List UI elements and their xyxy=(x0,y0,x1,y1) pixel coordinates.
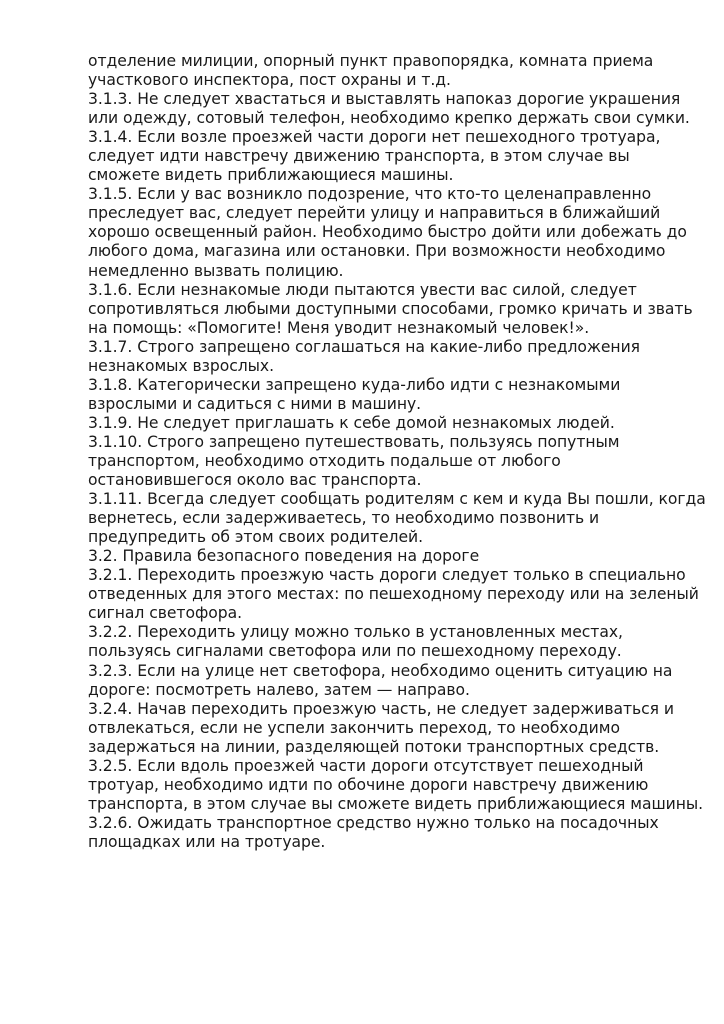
paragraph-3-2-1: 3.2.1. Переходить проезжую часть дороги следует только в специально отведенных для этого местах: по пешеходному переходу или на зеленый сигнал светофора. xyxy=(88,566,699,623)
paragraph-continuation: отделение милиции, опорный пункт правопорядка, комната приема участкового инспектора, пост охраны и т.д. xyxy=(88,52,654,90)
paragraph-3-2-5: 3.2.5. Если вдоль проезжей части дороги отсутствует пешеходный тротуар, необходимо идти по обочине дороги навстречу движению транспорта, в этом случае вы сможете видеть приближающиеся машины. xyxy=(88,756,704,813)
paragraph-3-1-6: 3.1.6. Если незнакомые люди пытаются увести вас силой, следует сопротивляться любыми доступными способами, громко кричать и звать на помощь: «Помогите! Меня уводит незнакомый человек!». xyxy=(88,280,693,337)
section-heading-3-2: 3.2. Правила безопасного поведения на дороге xyxy=(88,547,480,566)
paragraph-3-1-8: 3.1.8. Категорически запрещено куда-либо идти с незнакомыми взрослыми и садиться с ними в машину. xyxy=(88,375,621,413)
paragraph-3-2-2: 3.2.2. Переходить улицу можно только в установленных местах, пользуясь сигналами светофора или по пешеходному переходу. xyxy=(88,623,623,661)
paragraph-3-2-3: 3.2.3. Если на улице нет светофора, необходимо оценить ситуацию на дороге: посмотреть налево, затем — направо. xyxy=(88,661,673,699)
paragraph-3-1-4: 3.1.4. Если возле проезжей части дороги нет пешеходного тротуара, следует идти навстречу движению транспорта, в этом случае вы сможете видеть приближающиеся машины. xyxy=(88,128,661,185)
document-page xyxy=(88,52,706,852)
paragraph-3-1-9: 3.1.9. Не следует приглашать к себе домой незнакомых людей. xyxy=(88,413,615,432)
paragraph-3-1-11: 3.1.11. Всегда следует сообщать родителям с кем и куда Вы пошли, когда вернетесь, если задерживаетесь, то необходимо позвонить и предупредить об этом своих родителей. xyxy=(88,490,706,547)
paragraph-3-1-5: 3.1.5. Если у вас возникло подозрение, что кто-то целенаправленно преследует вас, следует перейти улицу и направиться в ближайший хорошо освещенный район. Необходимо быстро дойти или добежать до любого дома, магазина или остановки. При возможности необходимо немедленно вызвать полицию. xyxy=(88,185,687,280)
paragraph-3-1-3: 3.1.3. Не следует хвастаться и выставлять напоказ дорогие украшения или одежду, сотовый телефон, необходимо крепко держать свои сумки. xyxy=(88,90,690,128)
paragraph-3-2-4: 3.2.4. Начав переходить проезжую часть, не следует задерживаться и отвлекаться, если не успели закончить переход, то необходимо задержаться на линии, разделяющей потоки транспортных средств. xyxy=(88,699,674,756)
paragraph-3-1-7: 3.1.7. Строго запрещено соглашаться на какие-либо предложения незнакомых взрослых. xyxy=(88,337,640,375)
paragraph-3-1-10: 3.1.10. Строго запрещено путешествовать, пользуясь попутным транспортом, необходимо отходить подальше от любого остановившегося около вас транспорта. xyxy=(88,432,620,490)
paragraph-3-2-6: 3.2.6. Ожидать транспортное средство нужно только на посадочных площадках или на тротуаре. xyxy=(88,813,659,851)
